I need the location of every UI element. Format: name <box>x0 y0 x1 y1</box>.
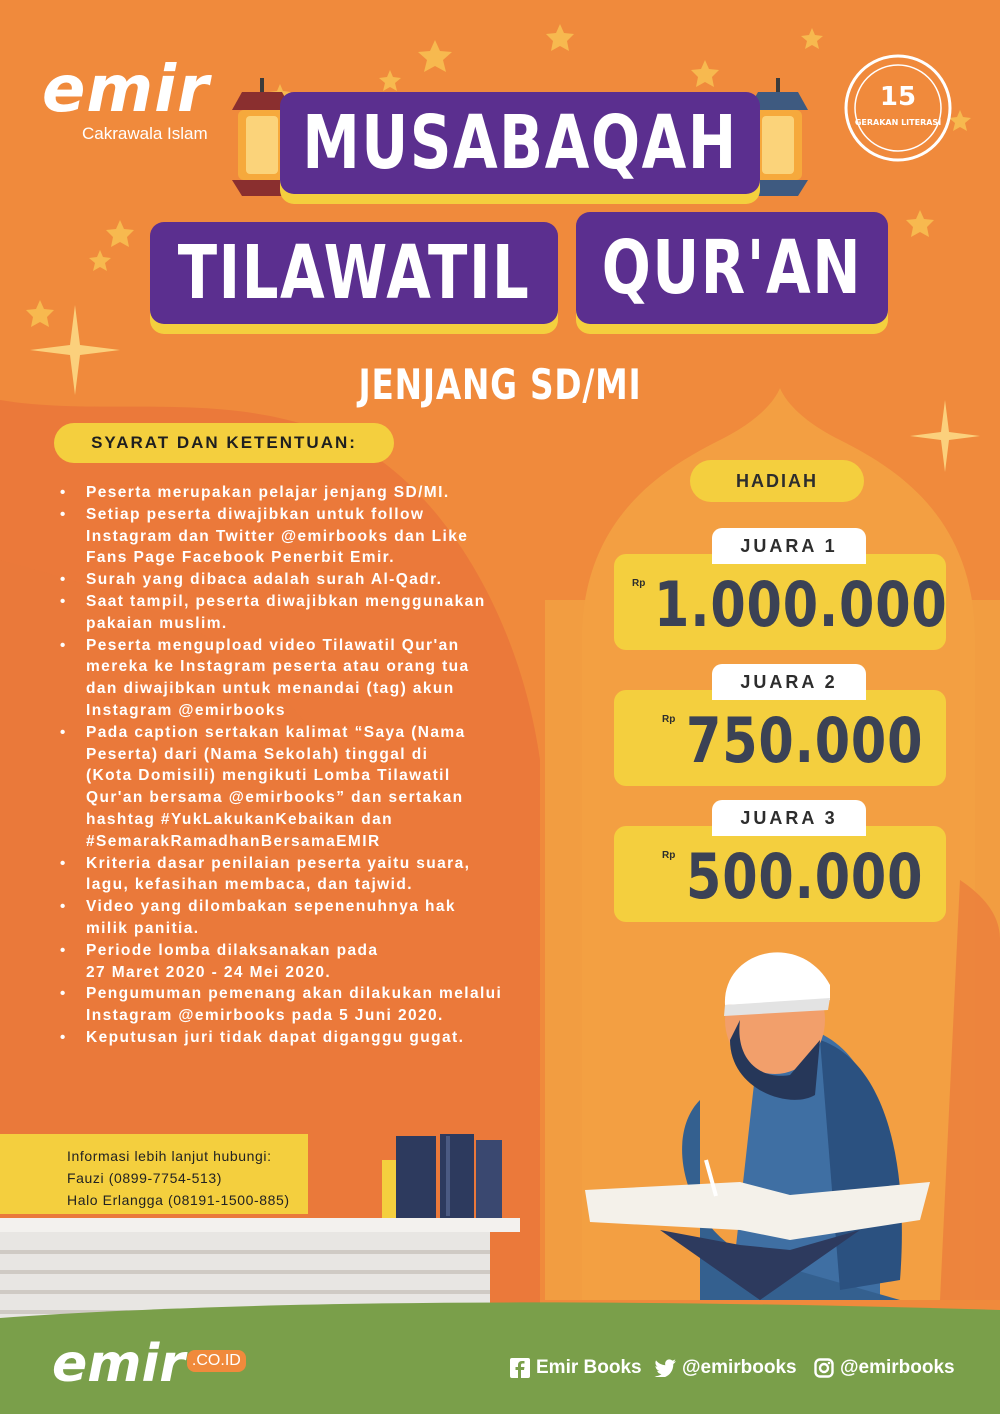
prize-card-3 <box>614 807 946 922</box>
anniversary-badge <box>846 56 950 160</box>
badge-number: 15 <box>879 82 917 112</box>
contact-info-box <box>0 1134 308 1214</box>
rule-item: • Setiap peserta diwajibkan untuk follow Instagram dan Twitter @emirbooks dan Like Fans Page Facebook Penerbit Emir. <box>58 504 528 569</box>
prize-amount: 500.000 <box>686 840 924 913</box>
rule-item: • Video yang dilombakan sepenenuhnya hak milik panitia. <box>58 896 528 940</box>
prize-card-1 <box>614 535 948 650</box>
badge-caption: GERAKAN LITERASI <box>854 118 942 127</box>
rule-item: • Surah yang dibaca adalah surah Al-Qadr. <box>58 569 528 591</box>
contact-line-1: Fauzi (0899-7754-513) <box>67 1170 223 1186</box>
prize-rank-label: JUARA 2 <box>712 664 866 700</box>
contact-intro: Informasi lebih lanjut hubungi: <box>67 1148 272 1164</box>
twitter-icon <box>654 1359 676 1377</box>
prize-rank-label: JUARA 1 <box>712 528 866 564</box>
rule-item: • Periode lomba dilaksanakan pada 27 Maret 2020 - 24 Mei 2020. <box>58 940 528 984</box>
footer-logo-domain: .CO.ID <box>187 1350 246 1372</box>
facebook-link[interactable] <box>510 1357 642 1379</box>
title-line-2b-box <box>576 212 888 324</box>
prize-heading: HADIAH <box>690 460 864 502</box>
prize-amount: 750.000 <box>686 704 924 777</box>
title-line-2a: TILAWATIL <box>177 230 531 316</box>
currency-label: Rp <box>632 578 646 589</box>
title-line-2a-box <box>150 222 558 324</box>
logo-wordmark: emir <box>42 53 210 127</box>
rule-item: • Peserta merupakan pelajar jenjang SD/MI. <box>58 482 528 504</box>
facebook-label: Emir Books <box>536 1357 642 1378</box>
rules-list <box>58 482 528 1049</box>
rule-item: • Saat tampil, peserta diwajibkan menggunakan pakaian muslim. <box>58 591 528 635</box>
logo-tagline: Cakrawala Islam <box>82 124 208 143</box>
rule-item: • Pada caption sertakan kalimat “Saya (Nama Peserta) dari (Nama Sekolah) tinggal di (Kota Domisili) mengikuti Lomba Tilawatil Qur'an bersama @emirbooks” dan sertakan hashtag #YukLakukanKebaikan dan #SemarakRamadhanBersamaEMIR <box>58 722 528 853</box>
prize-card-2 <box>614 671 946 786</box>
facebook-icon <box>510 1358 530 1378</box>
twitter-link[interactable] <box>654 1357 797 1379</box>
rule-item: • Keputusan juri tidak dapat diganggu gugat. <box>58 1027 528 1049</box>
prize-rank-label: JUARA 3 <box>712 800 866 836</box>
rules-heading: SYARAT DAN KETENTUAN: <box>54 423 394 463</box>
footer-logo[interactable] <box>52 1334 246 1394</box>
education-level: JENJANG SD/MI <box>358 360 642 409</box>
rule-item: • Kriteria dasar penilaian peserta yaitu suara, lagu, kefasihan membaca, dan tajwid. <box>58 853 528 897</box>
twitter-label: @emirbooks <box>682 1357 797 1378</box>
currency-label: Rp <box>662 714 676 725</box>
prize-amount: 1.000.000 <box>654 568 948 641</box>
footer-logo-wordmark: emir <box>52 1334 185 1394</box>
currency-label: Rp <box>662 850 676 861</box>
contact-line-2: Halo Erlangga (08191-1500-885) <box>67 1192 290 1208</box>
title-line-2b: QUR'AN <box>601 225 863 311</box>
rule-item: • Peserta mengupload video Tilawatil Qur'an mereka ke Instagram peserta atau orang tua dan diwajibkan untuk menandai (tag) akun Instagram @emirbooks <box>58 635 528 722</box>
instagram-link[interactable] <box>814 1357 955 1379</box>
rule-item: • Pengumuman pemenang akan dilakukan melalui Instagram @emirbooks pada 5 Juni 2020. <box>58 983 528 1027</box>
instagram-label: @emirbooks <box>840 1357 955 1378</box>
instagram-icon <box>814 1358 834 1378</box>
title-line-1: MUSABAQAH <box>302 100 738 186</box>
emir-logo <box>42 53 210 144</box>
title-line-1-box <box>280 92 760 194</box>
